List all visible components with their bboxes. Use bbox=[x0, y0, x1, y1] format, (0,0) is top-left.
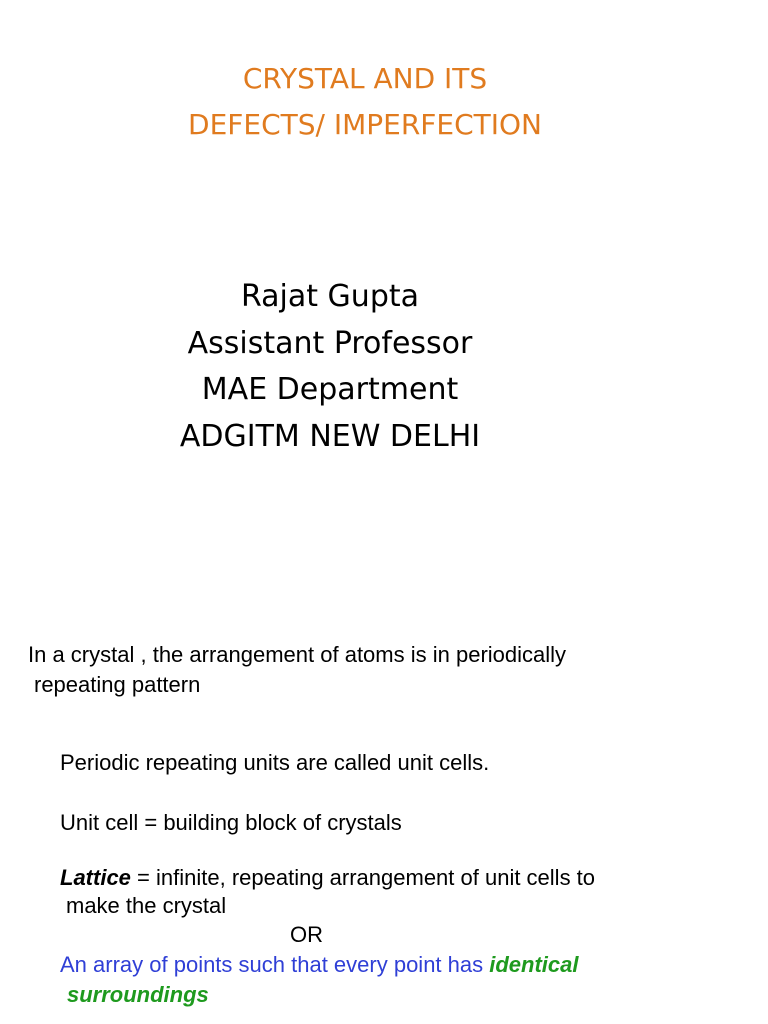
author-institution: ADGITM NEW DELHI bbox=[179, 418, 481, 454]
title-line-1: CRYSTAL AND ITS bbox=[242, 62, 488, 95]
array-text: An array of points such that every point has bbox=[60, 952, 490, 977]
or-separator: OR bbox=[290, 922, 323, 947]
unit-cells-statement: Periodic repeating units are called unit cells. bbox=[60, 750, 490, 775]
intro-line-1: In a crystal , the arrangement of atoms is in periodically bbox=[28, 642, 567, 667]
content-slide bbox=[0, 560, 768, 1024]
author-department: MAE Department bbox=[201, 372, 459, 407]
intro-paragraph bbox=[28, 640, 566, 700]
lattice-term: Lattice bbox=[60, 865, 131, 890]
author-block bbox=[0, 274, 660, 460]
lattice-def-line-1: = infinite, repeating arrangement of unit cells to bbox=[130, 865, 596, 890]
slide-title bbox=[0, 56, 730, 148]
intro-line-2: repeating pattern bbox=[34, 672, 201, 697]
author-role: Assistant Professor bbox=[187, 325, 473, 361]
unit-cell-definition: Unit cell = building block of crystals bbox=[60, 810, 402, 835]
array-definition bbox=[60, 950, 579, 1010]
lattice-def-line-2: make the crystal bbox=[66, 893, 227, 918]
lattice-definition bbox=[60, 864, 595, 920]
identical-term: identical bbox=[489, 952, 579, 977]
author-name: Rajat Gupta bbox=[240, 279, 420, 314]
surroundings-term: surroundings bbox=[67, 982, 209, 1007]
title-line-2: DEFECTS/ IMPERFECTION bbox=[188, 108, 542, 141]
